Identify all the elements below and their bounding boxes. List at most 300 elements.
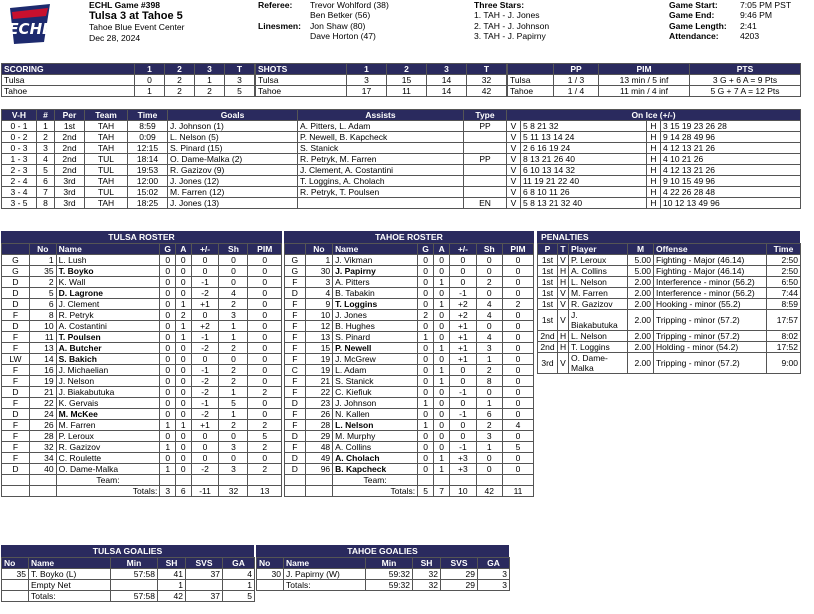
table-cell: 3	[478, 569, 510, 580]
col-header: T	[225, 64, 255, 75]
table-cell: 0	[175, 376, 191, 387]
table-cell: 3 - 4	[2, 187, 37, 198]
table-cell: 28	[305, 420, 333, 431]
roster-row	[2, 464, 282, 475]
table-cell: 0	[418, 321, 434, 332]
table-cell: G	[285, 255, 306, 266]
table-cell: H	[647, 198, 661, 209]
table-cell: -1	[450, 387, 476, 398]
table-cell: 1	[418, 398, 434, 409]
table-cell: 2nd	[55, 143, 85, 154]
table-cell: F	[285, 420, 306, 431]
roster-row	[285, 354, 534, 365]
table-cell: 0	[219, 431, 248, 442]
table-cell: R. Gazizov (9)	[168, 165, 298, 176]
table-cell: 0	[248, 266, 282, 277]
roster-row	[2, 343, 282, 354]
table-row	[538, 288, 801, 299]
table-cell: 1st	[55, 121, 85, 132]
table-cell: 8 13 21 26 40	[521, 154, 647, 165]
col-header: Name	[56, 244, 160, 255]
totals-row	[2, 591, 255, 602]
table-cell: 1	[158, 580, 186, 591]
table-cell: F	[2, 343, 30, 354]
table-cell: F	[285, 332, 306, 343]
table-cell: 0	[175, 431, 191, 442]
attendance-value: 4203	[740, 30, 760, 41]
player-name: M. Farren	[56, 420, 160, 431]
table-cell: 2	[219, 420, 248, 431]
table-cell: 1	[434, 453, 450, 464]
table-cell: 29	[441, 569, 478, 580]
table-cell: 3rd	[55, 187, 85, 198]
table-cell: 8	[37, 198, 55, 209]
table-cell: 32	[29, 442, 56, 453]
player-name: J. Johnson	[333, 398, 418, 409]
table-cell: 21	[29, 387, 56, 398]
goals-body	[2, 121, 801, 209]
table-cell: 0	[502, 464, 533, 475]
table-cell: 2.00	[628, 310, 654, 331]
table-cell: Tripping - minor (57.2)	[654, 353, 767, 374]
col-header: On Ice (+/-)	[507, 110, 801, 121]
table-cell: 0 - 3	[2, 143, 37, 154]
table-row	[538, 299, 801, 310]
table-cell: 4	[37, 154, 55, 165]
table-cell: 4	[305, 288, 333, 299]
table-cell: 0	[434, 420, 450, 431]
table-cell: D	[285, 431, 306, 442]
table-cell: 0	[434, 398, 450, 409]
total-value: 32	[413, 580, 441, 591]
table-cell: T. Loggins, A. Cholach	[298, 176, 464, 187]
table-row	[2, 75, 255, 86]
table-cell: 1	[219, 387, 248, 398]
penalties-table	[537, 243, 801, 374]
table-cell: F	[285, 376, 306, 387]
table-cell: 2	[165, 86, 195, 97]
table-cell: TUL	[85, 165, 128, 176]
col-header: A	[175, 244, 191, 255]
table-cell: H	[558, 277, 569, 288]
roster-row	[285, 409, 534, 420]
table-cell: 4 10 21 26	[661, 154, 801, 165]
table-cell: 1	[434, 343, 450, 354]
table-cell: 42	[467, 86, 507, 97]
table-cell: TUL	[85, 187, 128, 198]
table-cell: 0	[450, 398, 476, 409]
table-cell: 0	[418, 387, 434, 398]
table-cell: 5	[37, 165, 55, 176]
player-name: D. Lagrone	[56, 288, 160, 299]
table-row	[538, 353, 801, 374]
table-cell: F	[285, 409, 306, 420]
roster-row	[2, 376, 282, 387]
table-cell: H	[558, 331, 569, 342]
col-header: T	[467, 64, 507, 75]
table-cell: 1	[37, 121, 55, 132]
table-cell: 5 8 21 32	[521, 121, 647, 132]
table-cell: O. Dame-Malka	[569, 353, 628, 374]
tulsa-goalies-body	[2, 569, 255, 602]
table-cell: 0	[502, 431, 533, 442]
table-cell: 2	[248, 420, 282, 431]
table-cell: 10	[29, 321, 56, 332]
table-cell: 0	[418, 365, 434, 376]
col-header: SVS	[186, 558, 223, 569]
table-cell: 35	[2, 569, 29, 580]
attendance-label: Attendance:	[669, 30, 719, 41]
player-name: L. Adam	[333, 365, 418, 376]
table-cell: 0	[160, 387, 176, 398]
table-cell: M. Farren	[569, 288, 628, 299]
totals-label: Totals:	[56, 486, 160, 497]
table-cell: -2	[191, 343, 219, 354]
table-cell: 15	[387, 75, 427, 86]
table-cell: 0	[175, 354, 191, 365]
table-cell: 0	[450, 255, 476, 266]
table-cell: 0	[160, 310, 176, 321]
roster-row	[2, 354, 282, 365]
table-cell: 2	[476, 277, 502, 288]
col-header: GA	[223, 558, 255, 569]
tulsa-goalies-header	[2, 558, 255, 569]
tulsa-goalies-title: TULSA GOALIES	[1, 545, 254, 557]
table-cell: 2:50	[767, 266, 801, 277]
table-cell: 1st	[538, 277, 558, 288]
roster-row	[285, 431, 534, 442]
table-cell: 48	[305, 442, 333, 453]
roster-row	[285, 299, 534, 310]
table-cell: 0	[219, 453, 248, 464]
table-cell: A. Pitters, L. Adam	[298, 121, 464, 132]
table-cell: H	[558, 266, 569, 277]
table-cell	[305, 486, 333, 497]
table-cell: 0	[248, 376, 282, 387]
start-value: 7:05 PM PST	[740, 0, 792, 10]
table-cell: P. Leroux	[569, 255, 628, 266]
table-cell	[464, 132, 507, 143]
table-cell: 0	[476, 266, 502, 277]
roster-row	[285, 453, 534, 464]
roster-row	[285, 277, 534, 288]
total-value: 6	[175, 486, 191, 497]
team-row	[2, 475, 282, 486]
table-cell: Holding - minor (54.2)	[654, 342, 767, 353]
table-cell: 0	[160, 255, 176, 266]
table-cell: F	[2, 310, 30, 321]
table-cell: -2	[191, 288, 219, 299]
table-cell: G	[2, 266, 30, 277]
col-header: 1	[347, 64, 387, 75]
table-cell: 1	[160, 442, 176, 453]
table-cell	[450, 475, 476, 486]
table-cell: 29	[305, 431, 333, 442]
table-cell: T. Loggins	[569, 342, 628, 353]
table-cell: 3	[219, 442, 248, 453]
table-cell: 0	[502, 453, 533, 464]
col-header: PIM	[502, 244, 533, 255]
table-cell: 5	[248, 431, 282, 442]
goals-header	[2, 110, 801, 121]
star-1: 1. TAH - J. Jones	[474, 10, 540, 21]
col-header: Name	[284, 558, 366, 569]
shots-header	[256, 64, 507, 75]
roster-row	[2, 420, 282, 431]
total-value: 42	[158, 591, 186, 602]
table-cell: 0	[160, 431, 176, 442]
totals-label: Totals:	[284, 580, 366, 591]
table-cell: 0	[248, 343, 282, 354]
table-cell: 59:32	[366, 569, 413, 580]
table-cell: S. Pinard (15)	[168, 143, 298, 154]
table-cell: 1	[175, 321, 191, 332]
linesman-1: Jon Shaw (80)	[310, 20, 366, 31]
col-header: Sh	[219, 244, 248, 255]
table-cell: 6 10 13 14 32	[521, 165, 647, 176]
table-cell: 2	[502, 299, 533, 310]
table-cell: 1	[476, 354, 502, 365]
end-label: Game End:	[669, 10, 715, 21]
table-cell: J. Jones (12)	[168, 176, 298, 187]
table-cell: 2.00	[628, 299, 654, 310]
table-cell: 1	[476, 398, 502, 409]
table-cell: 0 - 1	[2, 121, 37, 132]
player-name: J. Clement	[56, 299, 160, 310]
table-cell: 96	[305, 464, 333, 475]
table-cell: 2nd	[538, 342, 558, 353]
table-cell: F	[285, 354, 306, 365]
table-cell: 6	[476, 409, 502, 420]
col-header: Per	[55, 110, 85, 121]
table-cell: 2	[476, 420, 502, 431]
table-cell: 1	[135, 86, 165, 97]
player-name: O. Dame-Malka	[56, 464, 160, 475]
star-3: 3. TAH - J. Papirny	[474, 30, 546, 41]
table-cell: TUL	[85, 154, 128, 165]
table-cell: 0	[418, 299, 434, 310]
venue: Tahoe Blue Event Center	[89, 22, 185, 33]
table-cell: 9 10 15 49 96	[661, 176, 801, 187]
table-cell: 1	[223, 580, 255, 591]
table-cell: 30	[257, 569, 284, 580]
player-name: A. Pitters	[333, 277, 418, 288]
table-cell: -1	[191, 398, 219, 409]
linesmen-label: Linesmen:	[258, 20, 301, 31]
table-cell: J. Biakabutuka	[569, 310, 628, 331]
table-cell: 2	[476, 365, 502, 376]
table-cell: 0	[418, 266, 434, 277]
table-cell: 8	[29, 310, 56, 321]
table-cell: F	[2, 332, 30, 343]
table-row	[508, 86, 801, 97]
table-cell: +2	[450, 310, 476, 321]
roster-row	[285, 310, 534, 321]
table-cell: Empty Net	[29, 580, 111, 591]
table-cell: -1	[191, 365, 219, 376]
table-cell: -2	[191, 464, 219, 475]
table-row	[2, 86, 255, 97]
player-name: C. Kiefiuk	[333, 387, 418, 398]
table-cell: 35	[29, 266, 56, 277]
table-row	[2, 154, 801, 165]
table-cell	[418, 475, 434, 486]
table-row	[2, 187, 801, 198]
table-cell: 0	[175, 464, 191, 475]
col-header: No	[305, 244, 333, 255]
roster-row	[2, 442, 282, 453]
total-value: 37	[186, 591, 223, 602]
col-header: SH	[413, 558, 441, 569]
table-cell: 3 15 19 23 26 28	[661, 121, 801, 132]
table-cell: 1	[418, 420, 434, 431]
total-value: 7	[434, 486, 450, 497]
table-cell: 0	[434, 431, 450, 442]
table-cell: 17:52	[767, 342, 801, 353]
col-header: M	[628, 244, 654, 255]
table-cell: R. Petryk, M. Farren	[298, 154, 464, 165]
table-cell: 10	[305, 310, 333, 321]
total-value: 10	[450, 486, 476, 497]
col-header: PTS	[690, 64, 801, 75]
roster-row	[285, 365, 534, 376]
powerplay-table	[507, 63, 801, 97]
table-cell	[111, 580, 158, 591]
table-cell: Tahoe	[2, 86, 135, 97]
table-cell: 5.00	[628, 266, 654, 277]
table-cell: 4	[223, 569, 255, 580]
table-cell: 0	[160, 376, 176, 387]
table-cell: Fighting - Major (46.14)	[654, 266, 767, 277]
table-cell: 2.00	[628, 353, 654, 374]
col-header: Min	[366, 558, 413, 569]
table-cell: 3rd	[55, 176, 85, 187]
start-label: Game Start:	[669, 0, 718, 10]
table-cell: 3	[37, 143, 55, 154]
table-cell: 0:09	[128, 132, 168, 143]
roster-row	[285, 376, 534, 387]
tahoe-goalies-body	[257, 569, 510, 591]
table-cell: P. Newell, B. Kapcheck	[298, 132, 464, 143]
table-cell	[160, 475, 176, 486]
col-header: PIM	[599, 64, 690, 75]
table-cell: -1	[450, 288, 476, 299]
col-header: 3	[195, 64, 225, 75]
col-header: PIM	[248, 244, 282, 255]
table-cell	[502, 475, 533, 486]
col-header: SCORING	[2, 64, 135, 75]
table-cell: H	[647, 121, 661, 132]
table-cell: 0	[418, 376, 434, 387]
player-name: J. Jones	[333, 310, 418, 321]
table-cell: 1	[175, 332, 191, 343]
table-cell: 3	[305, 277, 333, 288]
table-cell: 0	[248, 398, 282, 409]
table-cell: 0	[450, 266, 476, 277]
col-header: T	[558, 244, 569, 255]
table-cell: 5	[502, 442, 533, 453]
table-cell: V	[507, 165, 521, 176]
player-name: B. Kapcheck	[333, 464, 418, 475]
table-cell	[2, 486, 30, 497]
table-cell: 3rd	[538, 353, 558, 374]
table-cell: 6 8 10 11 26	[521, 187, 647, 198]
table-cell: 0	[476, 453, 502, 464]
table-cell: Tulsa	[2, 75, 135, 86]
table-cell: TAH	[85, 121, 128, 132]
table-cell: 1	[434, 464, 450, 475]
table-cell: PP	[464, 121, 507, 132]
table-cell: 2.00	[628, 288, 654, 299]
table-cell: Tripping - minor (57.2)	[654, 331, 767, 342]
table-cell: 0	[160, 409, 176, 420]
officials	[258, 0, 389, 41]
table-cell: 2:50	[767, 255, 801, 266]
table-cell: 0	[175, 409, 191, 420]
tulsa-roster-title: TULSA ROSTER	[1, 231, 282, 243]
table-cell: 0	[248, 453, 282, 464]
referee-label: Referee:	[258, 0, 293, 10]
col-header	[2, 244, 30, 255]
table-cell: 0	[160, 354, 176, 365]
table-cell	[257, 580, 284, 591]
table-cell: 0	[248, 409, 282, 420]
table-cell: 3	[476, 343, 502, 354]
table-cell: +3	[450, 453, 476, 464]
table-cell: 2	[248, 387, 282, 398]
roster-row	[285, 387, 534, 398]
roster-row	[2, 365, 282, 376]
table-cell: 0	[160, 332, 176, 343]
player-name: R. Petryk	[56, 310, 160, 321]
player-name: L. Lush	[56, 255, 160, 266]
table-cell: +3	[450, 464, 476, 475]
table-cell: 0	[502, 277, 533, 288]
table-cell: 0	[191, 266, 219, 277]
table-cell: 0	[476, 464, 502, 475]
col-header: No	[2, 558, 29, 569]
table-cell: 0	[191, 442, 219, 453]
table-cell: H	[647, 132, 661, 143]
table-cell: 2.00	[628, 342, 654, 353]
table-cell: EN	[464, 198, 507, 209]
roster-row	[285, 398, 534, 409]
table-cell: 8:02	[767, 331, 801, 342]
penalties-header	[538, 244, 801, 255]
length-label: Game Length:	[669, 20, 727, 31]
table-cell: 23	[305, 398, 333, 409]
team-label: Team:	[333, 475, 418, 486]
table-cell: 0	[502, 354, 533, 365]
tahoe-roster-table	[284, 243, 534, 497]
total-value: 5	[223, 591, 255, 602]
player-name: N. Kallen	[333, 409, 418, 420]
table-cell: C	[285, 365, 306, 376]
roster-row	[2, 310, 282, 321]
table-cell: 0	[418, 277, 434, 288]
table-cell: 22	[305, 387, 333, 398]
table-cell: 3	[219, 310, 248, 321]
table-cell: 0	[175, 266, 191, 277]
table-cell: D	[2, 299, 30, 310]
table-cell: 1st	[538, 310, 558, 331]
table-cell: Tahoe	[256, 86, 347, 97]
table-cell: 2	[165, 75, 195, 86]
table-cell	[29, 475, 56, 486]
table-cell: H	[647, 187, 661, 198]
table-cell	[2, 475, 30, 486]
table-cell: 3	[347, 75, 387, 86]
